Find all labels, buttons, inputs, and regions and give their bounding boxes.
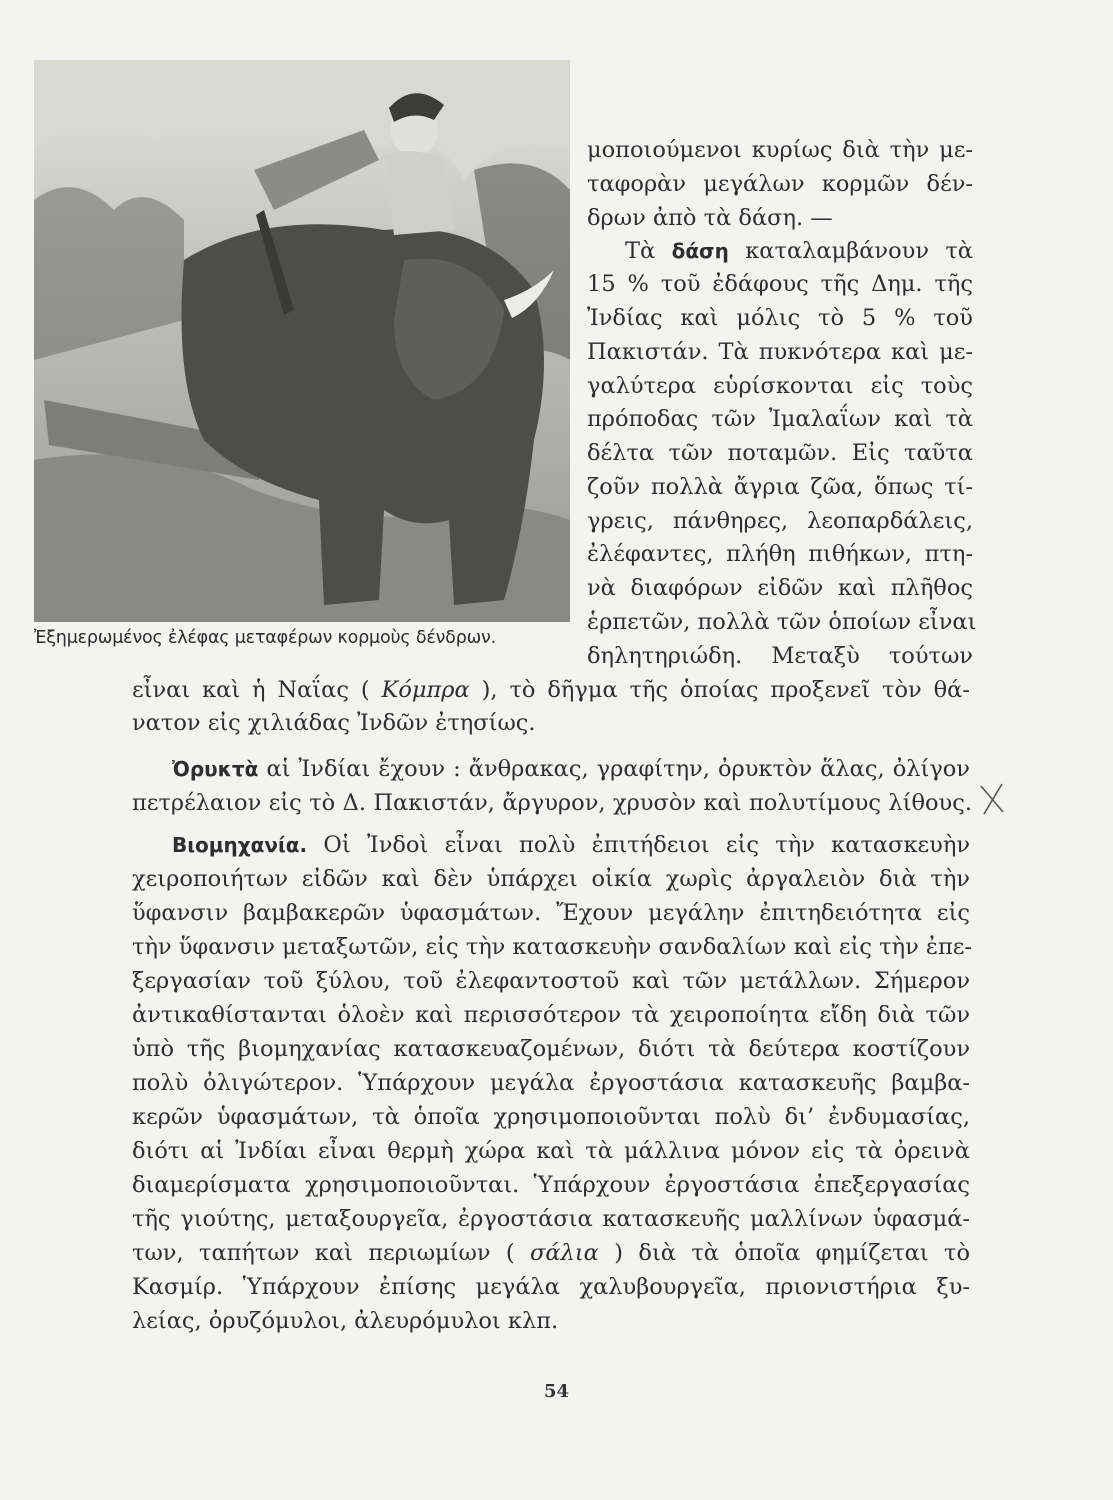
paragraph-line: κερῶν ὑφασμάτων, τὰ ὁποῖα χρησιμοποιοῦνται πολὺ δι’ ἐνδυμασίας, [132,1104,970,1130]
column-line: 15 % τοῦ ἐδάφους τῆς Δημ. τῆς [587,271,973,297]
column-line: γαλύτερα εὑρίσκονται εἰς τοὺς [587,373,973,399]
paragraph-line: τῆς γιούτης, μεταξουργεῖα, ἐργοστάσια κατασκευῆς μαλλίνων ὑφασμά- [132,1206,970,1232]
column-line: ταφορὰν μεγάλων κορμῶν δέν- [587,171,973,197]
text-span: ), τὸ δῆγμα τῆς ὁποίας προξενεῖ τὸν θά- [469,677,970,703]
page-number: 54 [543,1381,570,1402]
column-line: Ἰνδίας καὶ μόλις τὸ 5 % τοῦ [587,305,973,331]
minerals-line [172,758,970,781]
column-line: πρόποδας τῶν Ἰμαλαΐων καὶ τὰ [587,406,973,432]
industry-heading: Βιομηχανία. [172,833,308,857]
text-span: ) διὰ τὰ ὁποῖα φημίζεται τὸ [598,1240,970,1266]
italic-term: σάλια [530,1240,599,1266]
column-line: ἑρπετῶν, πολλὰ τῶν ὁποίων εἶναι [587,609,977,635]
column-line: γρεις, πάνθηρες, λεοπαρδάλεις, [587,508,973,534]
text-span: Τὰ [625,238,672,264]
photo-caption: Ἐξημερωμένος ἐλέφας μεταφέρων κορμοὺς δένδρων. [34,628,496,648]
forests-text [625,238,973,264]
column-line: νὰ διαφόρων εἰδῶν καὶ πλῆθος [587,575,973,601]
text-span: των, ταπήτων καὶ περιωμίων ( [132,1240,531,1266]
column-line: δέλτα τῶν ποταμῶν. Εἰς ταῦτα [587,440,973,466]
minerals-heading: Ὀρυκτὰ [172,757,259,781]
handwritten-cross-mark [978,782,1006,816]
text-span: εἶναι καὶ ἡ Ναΐας ( [132,677,382,703]
paragraph-line: νατον εἰς χιλιάδας Ἰνδῶν ἐτησίως. [132,710,536,736]
column-line: δηλητηριώδη. Μεταξὺ τούτων [587,643,973,669]
column-line: Πακιστάν. Τὰ πυκνότερα καὶ με- [587,339,973,365]
elephant-photo [34,60,570,622]
paragraph-line: ὕφανσιν βαμβακερῶν ὑφασμάτων. Ἔχουν μεγάλην ἐπιτηδειότητα εἰς [132,900,970,926]
paragraph-line: ὑπὸ τῆς βιομηχανίας κατασκευαζομένων, διότι τὰ δεύτερα κοστίζουν [132,1036,970,1062]
paragraph-line: διαμερίσματα χρησιμοποιοῦνται. Ὑπάρχουν ἐργοστάσια ἐπεξεργασίας [132,1172,970,1198]
text-span: αἱ Ἰνδίαι ἔχουν : ἄνθρακας, γραφίτην, ὀρυκτὸν ἅλας, ὀλίγον [258,756,970,782]
column-line: μοποιούμενοι κυρίως διὰ τὴν με- [587,137,973,163]
column-line-forests [625,240,973,263]
forests-keyword: δάση [671,239,729,263]
paragraph-line: τὴν ὕφανσιν μεταξωτῶν, εἰς τὴν κατασκευὴν σανδαλίων καὶ εἰς τὴν ἐπε- [132,934,973,960]
paragraph-line: Κασμίρ. Ὑπάρχουν ἐπίσης μεγάλα χαλυβουργεῖα, πριονιστήρια ξυ- [132,1274,970,1300]
column-line: ζοῦν πολλὰ ἄγρια ζῶα, ὅπως τί- [587,474,973,500]
column-line: δρων ἀπὸ τὰ δάση. — [587,205,833,231]
elephant-illustration [34,60,570,622]
text-span: Οἱ Ἰνδοὶ εἶναι πολὺ ἐπιτήδειοι εἰς τὴν κατασκευὴν [307,832,970,858]
column-line: ἐλέφαντες, πλήθη πιθήκων, πτη- [587,541,973,567]
paragraph-line: χειροποιήτων εἰδῶν καὶ δὲν ὑπάρχει οἰκία χωρὶς ἀργαλειὸν διὰ τὴν [132,866,970,892]
paragraph-line [132,679,970,702]
text-span: καταλαμβάνουν τὰ [728,238,974,264]
italic-term: Κόμπρα [381,677,470,703]
paragraph-line: πετρέλαιον εἰς τὸ Δ. Πακιστάν, ἄργυρον, χρυσὸν καὶ πολυτίμους λίθους. [132,790,972,816]
industry-line [172,834,970,857]
paragraph-line: πολὺ ὀλιγώτερον. Ὑπάρχουν μεγάλα ἐργοστάσια κατασκευῆς βαμβα- [132,1070,970,1096]
paragraph-line: ξεργασίαν τοῦ ξύλου, τοῦ ἐλεφαντοστοῦ καὶ τῶν μετάλλων. Σήμερον [132,968,970,994]
paragraph-line [132,1242,970,1265]
paragraph-line: ἀντικαθίστανται ὁλοὲν καὶ περισσότερον τὰ χειροποίητα εἴδη διὰ τῶν [132,1002,970,1028]
paragraph-line: διότι αἱ Ἰνδίαι εἶναι θερμὴ χώρα καὶ τὰ μάλλινα μόνον εἰς τὰ ὀρεινὰ [132,1138,970,1164]
paragraph-line: λείας, ὀρυζόμυλοι, ἀλευρόμυλοι κλπ. [132,1308,559,1334]
